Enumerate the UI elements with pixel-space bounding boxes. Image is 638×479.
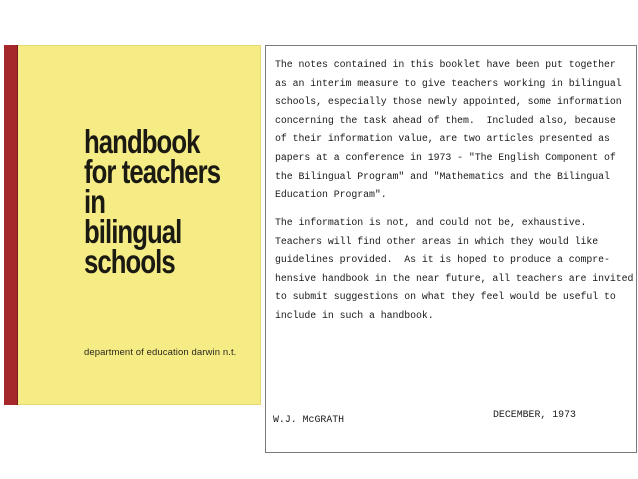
signature-date: DECEMBER, 1973	[493, 409, 576, 420]
typed-foreword-page	[265, 45, 637, 453]
book-cover-image	[4, 45, 261, 405]
cover-title-line: handbook	[84, 123, 200, 160]
foreword-paragraph-2: The information is not, and could not be, exhaustive. Teachers will find other areas in which they would like guidelines provided. As it is hoped to produce a compre- hensive handbook in the near future, all teachers are invited to submit suggestions on what they feel would be useful to include in such a handbook.	[275, 217, 634, 321]
cover-publisher: department of education darwin n.t.	[84, 347, 237, 358]
foreword-paragraph-1: The notes contained in this booklet have been put together as an interim measure to give teachers working in bilingual schools, especially those newly appointed, some information concerning the task ahead of them. Included also, because of their information value, are two articles presented as papers at a conference in 1973 - "The English Component of the Bilingual Program" and "Mathematics and the Bilingual Education Program".	[275, 59, 622, 201]
signature-name: W.J. McGRATH	[273, 414, 345, 425]
cover-title-line: for teachers	[84, 153, 221, 190]
cover-title-line: schools	[84, 243, 175, 280]
cover-title-line: in	[84, 183, 106, 220]
book-spine	[4, 45, 18, 405]
cover-title-line: bilingual	[84, 213, 182, 250]
cover-title	[84, 123, 254, 280]
